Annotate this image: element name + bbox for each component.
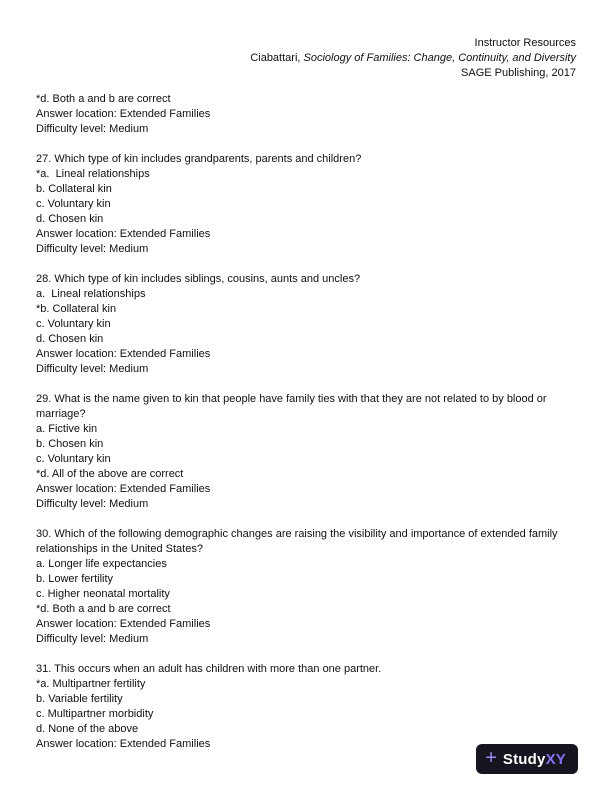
document-header [36, 36, 576, 81]
answer-location: Answer location: Extended Families [36, 618, 211, 630]
question-31-block [36, 662, 576, 752]
option-a: *a. Multipartner fertility [36, 678, 146, 690]
question-30-text: 30. Which of the following demographic changes are raising the visibility and importance of extended family relationships in the United States? [36, 528, 561, 555]
option-c: c. Voluntary kin [36, 198, 111, 210]
option-d: d. None of the above [36, 723, 139, 735]
question-29-text: 29. What is the name given to kin that people have family ties with that they are not related to by blood or marriage? [36, 393, 550, 420]
question-29-block [36, 392, 576, 512]
question-28-text: 28. Which type of kin includes siblings, cousins, aunts and uncles? [36, 273, 361, 285]
studyxy-logo [476, 744, 578, 774]
option-a: a. Fictive kin [36, 423, 98, 435]
option-c: c. Voluntary kin [36, 453, 111, 465]
difficulty-level: Difficulty level: Medium [36, 243, 149, 255]
answer-location: Answer location: Extended Families [36, 108, 211, 120]
header-publisher: SAGE Publishing, 2017 [461, 67, 576, 79]
option-c: c. Voluntary kin [36, 318, 111, 330]
option-b: b. Lower fertility [36, 573, 114, 585]
citation-author: Ciabattari, [250, 52, 304, 64]
answer-option-d: *d. Both a and b are correct [36, 93, 171, 105]
option-a: a. Lineal relationships [36, 288, 146, 300]
question-30-block [36, 527, 576, 647]
header-citation [36, 51, 576, 66]
document-body [36, 92, 576, 767]
option-d: d. Chosen kin [36, 213, 104, 225]
difficulty-level: Difficulty level: Medium [36, 498, 149, 510]
plus-icon: + [485, 747, 497, 769]
option-d: d. Chosen kin [36, 333, 104, 345]
option-d: *d. Both a and b are correct [36, 603, 171, 615]
question-27-block [36, 152, 576, 257]
question-27-text: 27. Which type of kin includes grandparents, parents and children? [36, 153, 362, 165]
difficulty-level: Difficulty level: Medium [36, 363, 149, 375]
logo-text-study: Study [502, 750, 546, 768]
answer-location: Answer location: Extended Families [36, 348, 211, 360]
option-b: b. Variable fertility [36, 693, 123, 705]
difficulty-level: Difficulty level: Medium [36, 123, 149, 135]
option-a: *a. Lineal relationships [36, 168, 150, 180]
option-b: *b. Collateral kin [36, 303, 117, 315]
answer-location: Answer location: Extended Families [36, 738, 211, 750]
option-c: c. Higher neonatal mortality [36, 588, 170, 600]
answer-location: Answer location: Extended Families [36, 228, 211, 240]
question-28-block [36, 272, 576, 377]
option-a: a. Longer life expectancies [36, 558, 167, 570]
option-b: b. Collateral kin [36, 183, 112, 195]
answer-location: Answer location: Extended Families [36, 483, 211, 495]
question-31-text: 31. This occurs when an adult has children with more than one partner. [36, 663, 382, 675]
option-d: *d. All of the above are correct [36, 468, 184, 480]
option-b: b. Chosen kin [36, 438, 104, 450]
citation-title: Sociology of Families: Change, Continuity, and Diversity [303, 52, 576, 64]
question-26-tail-block [36, 92, 576, 137]
logo-text-xy: XY [545, 750, 566, 768]
option-c: c. Multipartner morbidity [36, 708, 154, 720]
difficulty-level: Difficulty level: Medium [36, 633, 149, 645]
header-instructor-resources: Instructor Resources [474, 37, 576, 49]
